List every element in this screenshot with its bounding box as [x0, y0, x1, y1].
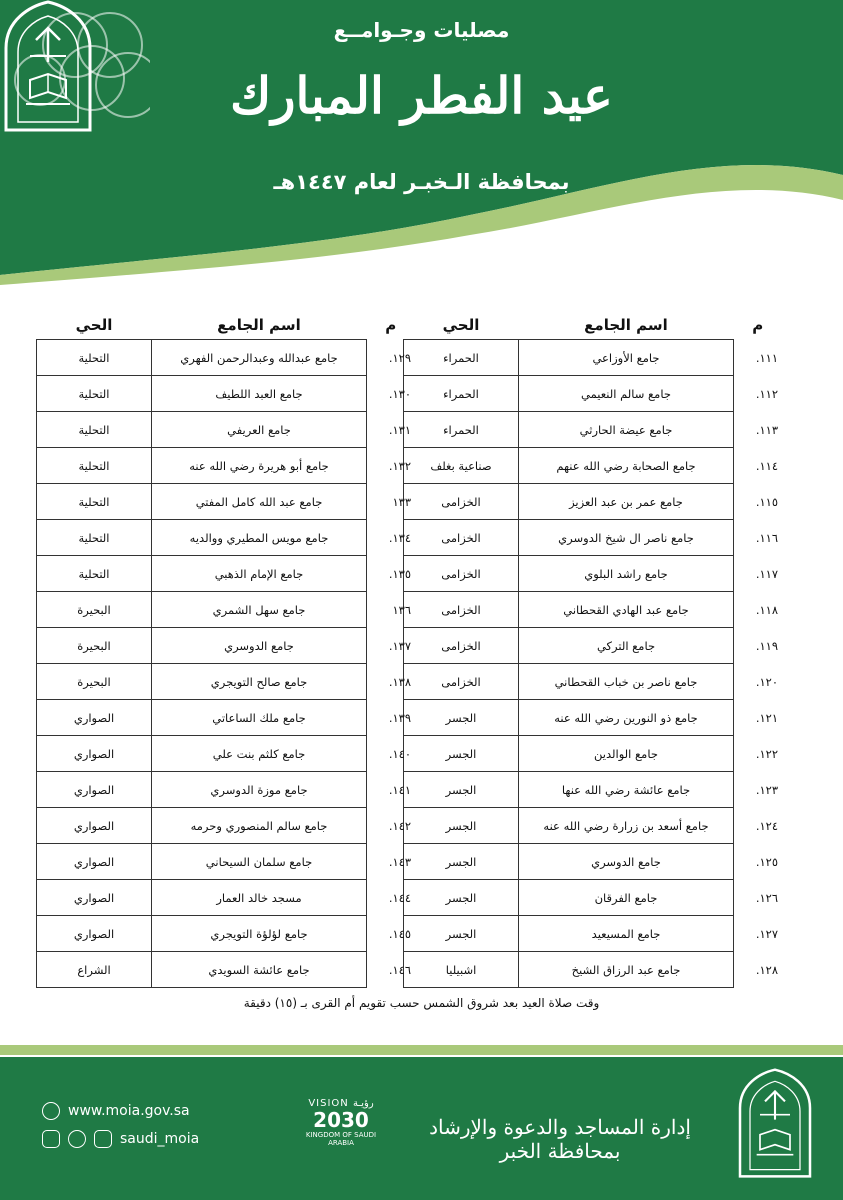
- table-row: [404, 736, 783, 772]
- table-row: [37, 952, 416, 988]
- prayer-time-note: وقت صلاة العيد بعد شروق الشمس حسب تقويم أم القرى بـ (١٥) دقيقة: [243, 996, 600, 1010]
- row-number: ١٢٦.: [755, 890, 778, 905]
- table-row: [37, 628, 416, 664]
- district-name: الخزامى: [404, 556, 519, 592]
- table-row: [404, 340, 783, 376]
- row-number: ١٤١.: [388, 782, 411, 797]
- row-number: ١٣١.: [388, 422, 411, 437]
- x-icon[interactable]: [42, 1130, 60, 1148]
- mosque-name: جامع ناصر بن خباب القحطاني: [519, 664, 734, 700]
- table-row: [37, 772, 416, 808]
- row-number: ١٢٧.: [755, 926, 778, 941]
- mosque-name: جامع سلمان السيحاني: [152, 844, 367, 880]
- mosque-name: جامع المسيعيد: [519, 916, 734, 952]
- header-city: بمحافظة الـخبـر لعام ١٤٤٧هـ: [273, 170, 570, 194]
- header-title: عيد الفطر المبارك: [230, 66, 613, 125]
- district-name: الجسر: [404, 916, 519, 952]
- mosque-name: جامع مويس المطيري ووالديه: [152, 520, 367, 556]
- column-header-hay: الحي: [75, 316, 113, 334]
- district-name: الحمراء: [404, 412, 519, 448]
- table-row: [404, 880, 783, 916]
- district-name: التحلية: [37, 448, 152, 484]
- mosque-name: جامع الفرقان: [519, 880, 734, 916]
- district-name: البحيرة: [37, 592, 152, 628]
- column-header-hay: الحي: [442, 316, 480, 334]
- mosque-name: مسجد خالد العمار: [152, 880, 367, 916]
- row-number: ١٢٢.: [755, 746, 778, 761]
- row-number: ١٢٣.: [755, 782, 778, 797]
- row-number: ١٣٣: [392, 494, 411, 509]
- vision-year: 2030: [313, 1108, 369, 1132]
- row-number: ١٣٩.: [388, 710, 411, 725]
- district-name: الجسر: [404, 808, 519, 844]
- mosques-table-left: [36, 311, 415, 988]
- table-row: [37, 520, 416, 556]
- table-row: [37, 700, 416, 736]
- district-name: الجسر: [404, 772, 519, 808]
- social-row: [42, 1130, 199, 1148]
- row-number: ١٤٣.: [388, 854, 411, 869]
- table-row: [37, 484, 416, 520]
- district-name: الخزامى: [404, 628, 519, 664]
- vision-label: VISION رؤيـة: [308, 1098, 374, 1109]
- mosque-name: جامع عائشة السويدي: [152, 952, 367, 988]
- row-number: ١١٧.: [755, 566, 778, 581]
- vision-subtitle: KINGDOM OF SAUDI ARABIA: [305, 1131, 377, 1147]
- mosque-name: جامع أسعد بن زرارة رضي الله عنه: [519, 808, 734, 844]
- mosque-name: جامع التركي: [519, 628, 734, 664]
- district-name: الشراع: [37, 952, 152, 988]
- row-number: ١٤٥.: [388, 926, 411, 941]
- column-header-num: م: [752, 316, 764, 335]
- website-row: [42, 1102, 190, 1120]
- table-row: [37, 556, 416, 592]
- mosque-name: جامع راشد البلوي: [519, 556, 734, 592]
- mosque-name: جامع عمر بن عبد العزيز: [519, 484, 734, 520]
- snapchat-icon[interactable]: [68, 1130, 86, 1148]
- district-name: الصواري: [37, 700, 152, 736]
- table-row: [37, 664, 416, 700]
- row-number: ١١٤.: [755, 458, 778, 473]
- district-name: التحلية: [37, 412, 152, 448]
- district-name: الجسر: [404, 880, 519, 916]
- district-name: الحمراء: [404, 376, 519, 412]
- row-number: ١٢١.: [755, 710, 778, 725]
- table-row: [404, 844, 783, 880]
- table-row: [37, 880, 416, 916]
- row-number: ١٢٠.: [755, 674, 778, 689]
- mosque-name: جامع الدوسري: [152, 628, 367, 664]
- table-row: [404, 664, 783, 700]
- column-header-num: م: [385, 316, 397, 335]
- mosque-name: جامع عائشة رضي الله عنها: [519, 772, 734, 808]
- table-row: [404, 772, 783, 808]
- row-number: ١١٦.: [755, 530, 778, 545]
- district-name: التحلية: [37, 484, 152, 520]
- mosque-name: جامع عبدالله وعبدالرحمن الفهري: [152, 340, 367, 376]
- row-number: ١١٣.: [755, 422, 778, 437]
- mosque-name: جامع العريفي: [152, 412, 367, 448]
- header-subtitle: مصليات وجـوامــع: [333, 18, 510, 42]
- mosque-name: جامع موزة الدوسري: [152, 772, 367, 808]
- table-row: [404, 520, 783, 556]
- table-row: [404, 412, 783, 448]
- mosque-name: جامع الدوسري: [519, 844, 734, 880]
- table-row: [404, 376, 783, 412]
- row-number: ١٢٤.: [755, 818, 778, 833]
- district-name: التحلية: [37, 520, 152, 556]
- table-row: [37, 412, 416, 448]
- table-row: [404, 808, 783, 844]
- district-name: الحمراء: [404, 340, 519, 376]
- district-name: البحيرة: [37, 664, 152, 700]
- district-name: صناعية بغلف: [404, 448, 519, 484]
- mosque-name: جامع لؤلؤة التويجري: [152, 916, 367, 952]
- table-row: [37, 376, 416, 412]
- mosque-name: جامع أبو هريرة رضي الله عنه: [152, 448, 367, 484]
- district-name: الصواري: [37, 844, 152, 880]
- mosque-name: جامع كلثم بنت علي: [152, 736, 367, 772]
- mosque-name: جامع سالم النعيمي: [519, 376, 734, 412]
- mosque-name: جامع سهل الشمري: [152, 592, 367, 628]
- mosques-table-right: [403, 311, 782, 988]
- mosque-name: جامع الأوزاعي: [519, 340, 734, 376]
- row-number: ١٣٢.: [388, 458, 411, 473]
- district-name: الجسر: [404, 844, 519, 880]
- table-row: [404, 700, 783, 736]
- instagram-icon[interactable]: [94, 1130, 112, 1148]
- table-row: [37, 340, 416, 376]
- district-name: الخزامى: [404, 484, 519, 520]
- mosque-name: جامع ذو النورين رضي الله عنه: [519, 700, 734, 736]
- table-row: [37, 916, 416, 952]
- table-row: [37, 844, 416, 880]
- row-number: ١٢٩.: [388, 350, 411, 365]
- district-name: الصواري: [37, 808, 152, 844]
- table-row: [37, 448, 416, 484]
- mosque-name: جامع العبد اللطيف: [152, 376, 367, 412]
- table-row: [37, 592, 416, 628]
- mosque-name: جامع ناصر ال شيخ الدوسري: [519, 520, 734, 556]
- district-name: الجسر: [404, 736, 519, 772]
- mosque-name: جامع الصحابة رضي الله عنهم: [519, 448, 734, 484]
- row-number: ١٢٨.: [755, 962, 778, 977]
- mosque-name: جامع ملك الساعاتي: [152, 700, 367, 736]
- row-number: ١٣٧.: [388, 638, 411, 653]
- row-number: ١١٢.: [755, 386, 778, 401]
- vision-2030-logo: [302, 1098, 380, 1147]
- column-header-name: اسم الجامع: [217, 316, 301, 334]
- district-name: الصواري: [37, 916, 152, 952]
- row-number: ١٤٢.: [388, 818, 411, 833]
- row-number: ١١١.: [755, 350, 778, 365]
- row-number: ١٤٦.: [388, 962, 411, 977]
- row-number: ١٣٤.: [388, 530, 411, 545]
- row-number: ١١٨.: [755, 602, 778, 617]
- table-row: [404, 484, 783, 520]
- mosque-name: جامع عيضة الحارثي: [519, 412, 734, 448]
- ministry-logo-footer: [735, 1068, 815, 1178]
- table-row: [404, 556, 783, 592]
- district-name: الصواري: [37, 736, 152, 772]
- table-row: [37, 736, 416, 772]
- row-number: ١١٥.: [755, 494, 778, 509]
- table-row: [404, 592, 783, 628]
- row-number: ١٣٥.: [388, 566, 411, 581]
- table-row: [404, 628, 783, 664]
- row-number: ١٣٨.: [388, 674, 411, 689]
- table-row: [404, 448, 783, 484]
- globe-icon: [42, 1102, 60, 1120]
- district-name: الخزامى: [404, 592, 519, 628]
- department-name: إدارة المساجد والدعوة والإرشاد بمحافظة الخبر: [429, 1115, 691, 1163]
- row-number: ١٣٠.: [388, 386, 411, 401]
- row-number: ١٢٥.: [755, 854, 778, 869]
- social-handle[interactable]: saudi_moia: [120, 1131, 200, 1147]
- district-name: الجسر: [404, 700, 519, 736]
- mosque-name: جامع عبد الله كامل المفتي: [152, 484, 367, 520]
- column-header-name: اسم الجامع: [584, 316, 668, 334]
- table-row: [404, 952, 783, 988]
- website-link[interactable]: www.moia.gov.sa: [68, 1103, 190, 1119]
- row-number: ١٤٤.: [388, 890, 411, 905]
- mosque-name: جامع صالح التويجري: [152, 664, 367, 700]
- district-name: التحلية: [37, 556, 152, 592]
- district-name: التحلية: [37, 376, 152, 412]
- mosque-name: جامع سالم المنصوري وحرمه: [152, 808, 367, 844]
- row-number: ١١٩.: [755, 638, 778, 653]
- district-name: التحلية: [37, 340, 152, 376]
- district-name: الصواري: [37, 880, 152, 916]
- mosque-name: جامع الوالدين: [519, 736, 734, 772]
- row-number: ١٣٦: [392, 602, 411, 617]
- table-row: [37, 808, 416, 844]
- district-name: اشبيليا: [404, 952, 519, 988]
- header-banner: [0, 0, 843, 290]
- district-name: البحيرة: [37, 628, 152, 664]
- district-name: الخزامى: [404, 520, 519, 556]
- row-number: ١٤٠.: [388, 746, 411, 761]
- table-row: [404, 916, 783, 952]
- mosque-name: جامع عبد الهادي القحطاني: [519, 592, 734, 628]
- district-name: الصواري: [37, 772, 152, 808]
- mosque-name: جامع عبد الرزاق الشيخ: [519, 952, 734, 988]
- mosque-name: جامع الإمام الذهبي: [152, 556, 367, 592]
- district-name: الخزامى: [404, 664, 519, 700]
